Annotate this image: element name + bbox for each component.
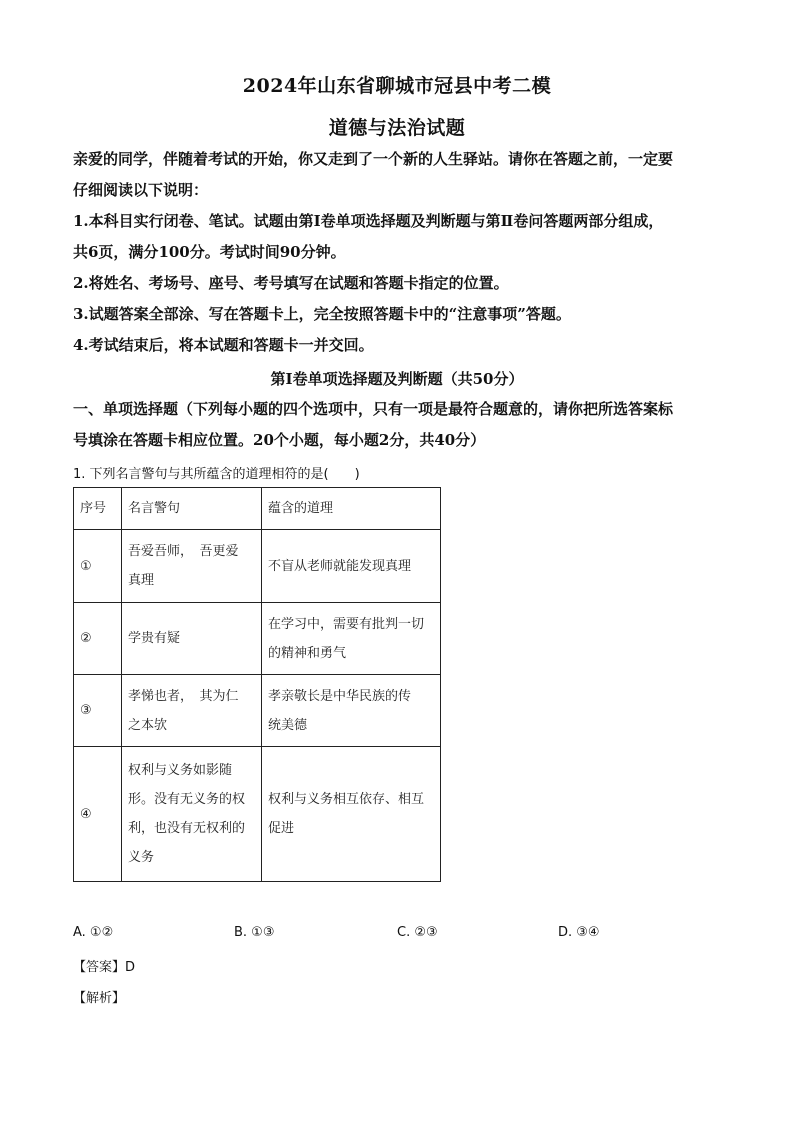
meaning-line: 促进 [268, 821, 295, 836]
question-1-stem: 1. 下列名言警句与其所蕴含的道理相符的是( ) [73, 467, 360, 482]
instruction-1-line-2: 共6页，满分100分。考试时间90分钟。 [73, 243, 346, 261]
meaning-cell [262, 603, 441, 675]
quote-line: 学贵有疑 [128, 631, 181, 646]
table-header-cell: 名言警句 [122, 488, 262, 530]
part-description-line-1: 一、单项选择题（下列每小题的四个选项中，只有一项是最符合题意的，请你把所选答案标 [73, 400, 674, 418]
quote-cell [122, 530, 262, 603]
instruction-3: 3.试题答案全部涂、写在答题卡上，完全按照答题卡中的“注意事项”答题。 [73, 305, 571, 323]
row-number: ① [74, 530, 122, 603]
exam-title: 2024年山东省聊城市冠县中考二模 [242, 75, 552, 97]
meaning-line: 不盲从老师就能发现真理 [268, 558, 412, 574]
exam-subtitle: 道德与法治试题 [328, 117, 466, 139]
table-row [74, 603, 441, 675]
option-a: A. ①② [73, 925, 114, 940]
intro-line-1: 亲爱的同学，伴随着考试的开始，你又走到了一个新的人生驿站。请你在答题之前，一定要 [73, 150, 674, 168]
meaning-cell [262, 530, 441, 603]
table-header-row [74, 488, 441, 530]
quote-line: 形。没有无义务的权 [128, 792, 246, 807]
row-number: ③ [74, 675, 122, 747]
row-number: ④ [74, 747, 122, 882]
option-d: D. ③④ [558, 925, 600, 940]
question-1-table [73, 487, 441, 882]
section-heading: 第Ⅰ卷单项选择题及判断题（共50分） [270, 370, 524, 388]
meaning-cell [262, 747, 441, 882]
meaning-line: 统美德 [268, 717, 308, 733]
meaning-line: 孝亲敬长是中华民族的传 [268, 688, 412, 704]
table-header-cell: 序号 [74, 488, 122, 530]
quote-line: 孝悌也者， 其为仁 [128, 688, 239, 704]
quote-line: 真理 [128, 573, 155, 588]
instruction-2: 2.将姓名、考场号、座号、考号填写在试题和答题卡指定的位置。 [73, 274, 509, 292]
quote-line: 利，也没有无权利的 [128, 821, 246, 836]
instruction-4: 4.考试结束后，将本试题和答题卡一并交回。 [73, 336, 374, 354]
instruction-1-line-1: 1.本科目实行闭卷、笔试。试题由第Ⅰ卷单项选择题及判断题与第Ⅱ卷问答题两部分组成， [73, 212, 664, 230]
quote-line: 权利与义务如影随 [128, 763, 233, 778]
answer-label: 【答案】D [73, 960, 136, 975]
part-description-line-2: 号填涂在答题卡相应位置。20个小题，每小题2分，共40分） [73, 431, 486, 449]
quote-cell [122, 603, 262, 675]
option-b: B. ①③ [234, 925, 275, 940]
analysis-label: 【解析】 [73, 991, 126, 1006]
quote-cell [122, 747, 262, 882]
intro-line-2: 仔细阅读以下说明： [73, 181, 209, 199]
row-number: ② [74, 603, 122, 675]
meaning-line: 权利与义务相互依存、相互 [268, 792, 425, 807]
option-c: C. ②③ [397, 925, 438, 940]
meaning-line: 在学习中，需要有批判一切 [268, 616, 425, 632]
table-header-cell: 蕴含的道理 [262, 488, 441, 530]
meaning-cell [262, 675, 441, 747]
quote-line: 吾爱吾师， 吾更爱 [128, 544, 239, 559]
quote-cell [122, 675, 262, 747]
quote-line: 之本欤 [128, 717, 168, 733]
table-row [74, 530, 441, 603]
table-row [74, 675, 441, 747]
quote-line: 义务 [128, 850, 155, 865]
meaning-line: 的精神和勇气 [268, 645, 347, 661]
table-row [74, 747, 441, 882]
